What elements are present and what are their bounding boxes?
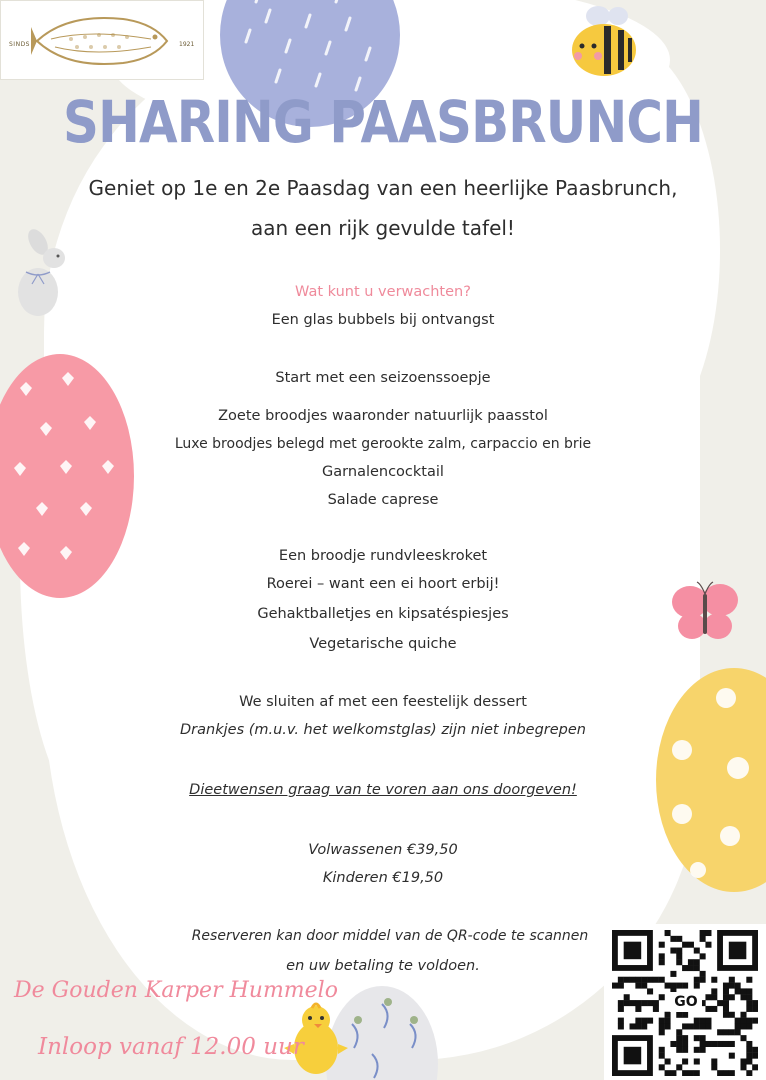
- menu-soup: Start met een seizoenssoepje: [275, 370, 491, 386]
- pink-egg-icon: [0, 348, 140, 608]
- bee-icon: [566, 4, 642, 80]
- menu-welcome: Een glas bubbels bij ontvangst: [271, 312, 495, 328]
- reservation-line-2: en uw betaling te voldoen.: [286, 958, 480, 974]
- menu-item: Roerei – want een ei hoort erbij!: [266, 576, 500, 592]
- logo-since-label: SINDS: [9, 41, 30, 48]
- page-title: SHARING PAASBRUNCH: [63, 88, 703, 156]
- menu-dessert: We sluiten af met een feestelijk dessert: [239, 694, 527, 710]
- logo-year: 1921: [179, 41, 195, 48]
- reservation-line-1: Reserveren kan door middel van de QR-code te scannen: [191, 928, 589, 944]
- intro-line-1: Geniet op 1e en 2e Paasdag van een heerlijke Paasbrunch,: [88, 176, 678, 200]
- fish-logo-icon: [31, 9, 177, 73]
- butterfly-icon: [668, 580, 742, 644]
- menu-item: Salade caprese: [327, 492, 439, 508]
- intro-line-2: aan een rijk gevulde tafel!: [251, 216, 515, 240]
- walk-in-time: Inloop vanaf 12.00 uur: [38, 1034, 304, 1060]
- menu-item: Gehaktballetjes en kipsatéspiesjes: [257, 606, 509, 622]
- price-adults: Volwassenen €39,50: [308, 842, 458, 858]
- menu-item: Luxe broodjes belegd met gerookte zalm, carpaccio en brie: [174, 436, 592, 452]
- menu-item: Garnalencocktail: [322, 464, 444, 480]
- logo: [0, 0, 204, 80]
- venue-name: De Gouden Karper Hummelo: [14, 978, 338, 1003]
- menu-heading: Wat kunt u verwachten?: [295, 284, 471, 300]
- qr-code[interactable]: [604, 924, 766, 1080]
- price-children: Kinderen €19,50: [322, 870, 444, 886]
- diet-note: Dieetwensen graag van te voren aan ons doorgeven!: [189, 782, 577, 798]
- menu-item: Een broodje rundvleeskroket: [278, 548, 488, 564]
- drinks-note: Drankjes (m.u.v. het welkomstglas) zijn niet inbegrepen: [180, 722, 586, 738]
- bunny-icon: [8, 228, 70, 320]
- qr-label: GO: [670, 992, 702, 1012]
- menu-item: Zoete broodjes waaronder natuurlijk paasstol: [218, 408, 548, 424]
- menu-item: Vegetarische quiche: [309, 636, 457, 652]
- yellow-egg-icon: [652, 664, 766, 896]
